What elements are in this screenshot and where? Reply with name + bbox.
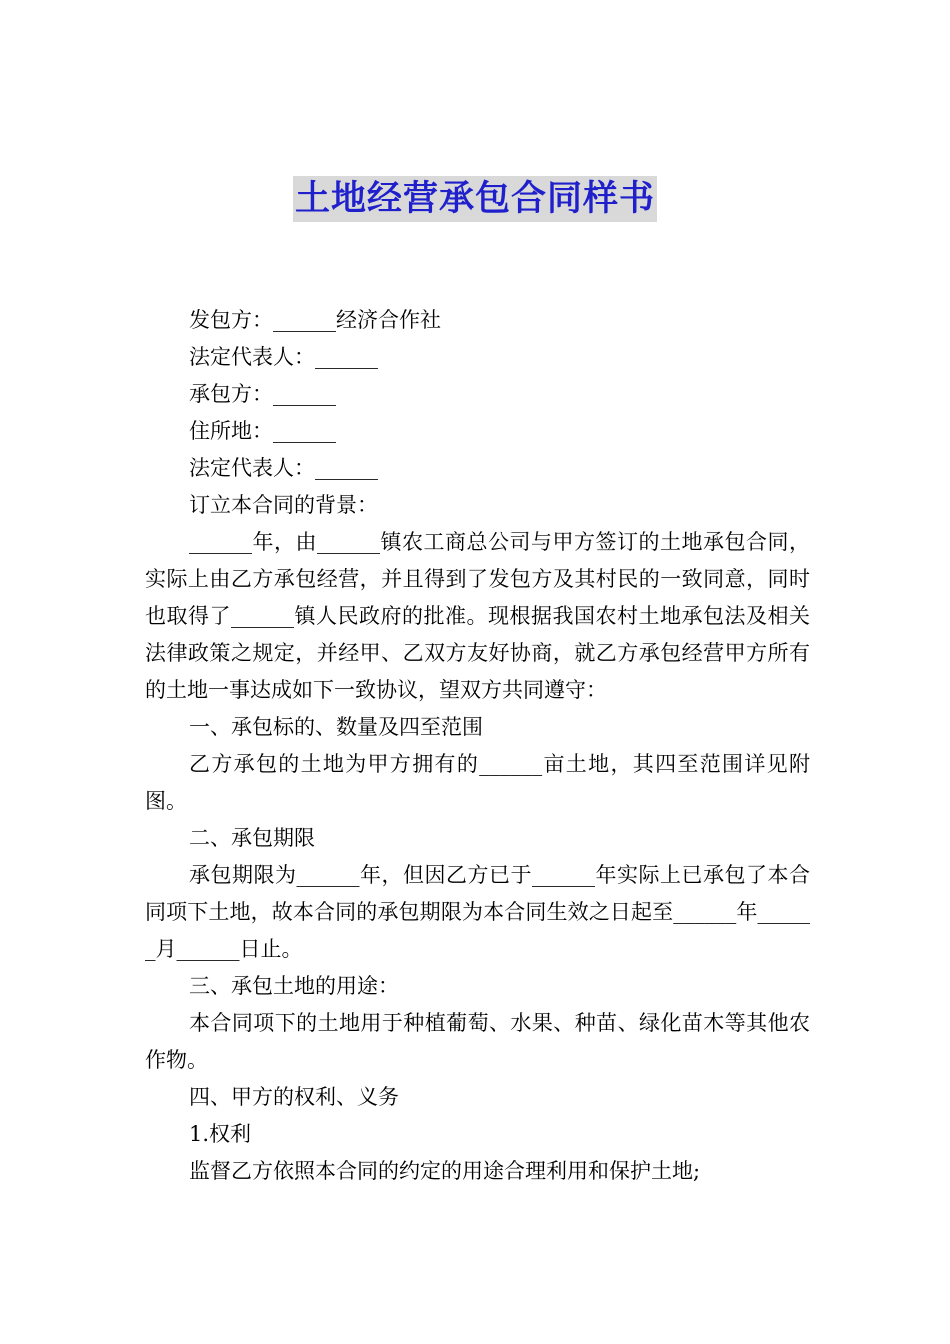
section-3-paragraph: 本合同项下的土地用于种植葡萄、水果、种苗、绿化苗木等其他农作物。 [145, 1011, 810, 1072]
party-b-legal-representative: 法定代表人：______ [189, 456, 378, 480]
section-2-heading: 二、承包期限 [189, 826, 315, 850]
section-4-heading: 四、甲方的权利、义务 [189, 1085, 399, 1109]
section-1-paragraph: 乙方承包的土地为甲方拥有的______亩土地，其四至范围详见附图。 [145, 752, 810, 813]
background-paragraph: ______年，由______镇农工商总公司与甲方签订的土地承包合同，实际上由乙方承包经营，并且得到了发包方及其村民的一致同意，同时也取得了______镇人民政府的批准。现根据我国农村土地承包法及相关法律政策之规定，并经甲、乙双方友好协商，就乙方承包经营甲方所有的土地一事达成如下一致协议，望双方共同遵守： [145, 530, 810, 702]
section-4-rights-item: 监督乙方依照本合同的约定的用途合理利用和保护土地; [189, 1159, 701, 1183]
party-b-address: 住所地：______ [189, 419, 336, 443]
title-container [0, 176, 950, 222]
background-heading: 订立本合同的背景： [189, 493, 378, 517]
party-a: 发包方：______经济合作社 [189, 308, 441, 332]
party-a-legal-representative: 法定代表人：______ [189, 345, 378, 369]
section-4-subheading-rights: 1.权利 [189, 1122, 252, 1146]
document-body [145, 302, 810, 1190]
section-1-heading: 一、承包标的、数量及四至范围 [189, 715, 483, 739]
document-title: 土地经营承包合同样书 [293, 176, 657, 222]
party-b: 承包方：______ [189, 382, 336, 406]
section-2-paragraph: 承包期限为______年，但因乙方已于______年实际上已承包了本合同项下土地，故本合同的承包期限为本合同生效之日起至______年______月______日止。 [145, 863, 810, 961]
section-3-heading: 三、承包土地的用途： [189, 974, 399, 998]
